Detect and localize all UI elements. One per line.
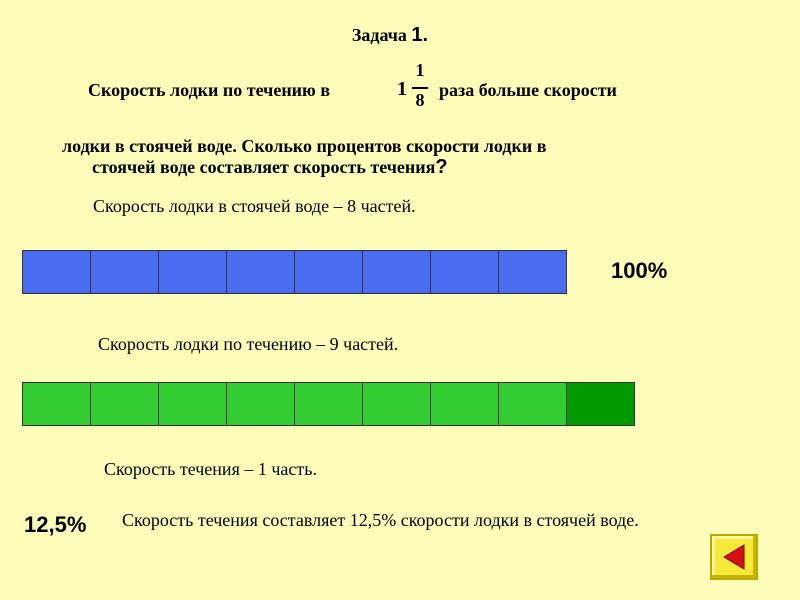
mixed-number-denominator: 8 (415, 90, 425, 110)
bar-part (158, 382, 227, 426)
problem-line1-end: раза больше скорости (439, 80, 617, 100)
bar-part (226, 250, 295, 294)
mixed-number-numerator: 1 (415, 60, 425, 80)
task-title (0, 24, 780, 47)
conclusion-text: Скорость течения составляет 12,5% скорости лодки в стоячей воде. (122, 510, 639, 530)
mixed-number-whole: 1 (397, 78, 407, 100)
current-percent: 12,5% (24, 512, 87, 537)
downstream-caption: Скорость лодки по течению – 9 частей. (98, 334, 399, 354)
bar-part (22, 250, 91, 294)
bar-part (430, 250, 499, 294)
bar-part (158, 250, 227, 294)
arrow-left-icon (719, 542, 749, 572)
bar-part (498, 382, 567, 426)
bar-part (362, 382, 431, 426)
current-caption: Скорость течения – 1 часть. (104, 459, 317, 479)
task-title-word: Задача (351, 25, 407, 45)
fraction-bar (412, 87, 428, 89)
bar-part (294, 250, 363, 294)
downstream-bar (22, 382, 634, 426)
bar-part (430, 382, 499, 426)
bar-part (90, 382, 159, 426)
problem-line3 (92, 156, 448, 179)
problem-line3-text: стоячей воде составляет скорость течения (92, 157, 436, 177)
bar-part (294, 382, 363, 426)
bar-part (362, 250, 431, 294)
still-water-caption: Скорость лодки в стоячей воде – 8 частей. (93, 196, 416, 216)
task-title-number: 1. (411, 24, 429, 46)
bar-part (22, 382, 91, 426)
problem-line1-start: Скорость лодки по течению в (88, 80, 331, 100)
back-button[interactable] (710, 534, 758, 580)
bar-part (90, 250, 159, 294)
still-water-percent: 100% (611, 258, 668, 283)
still-water-bar (22, 250, 566, 294)
bar-part (498, 250, 567, 294)
bar-part (226, 382, 295, 426)
bar-part (566, 382, 635, 426)
question-mark: ? (435, 156, 448, 178)
problem-line2: лодки в стоячей воде. Сколько процентов скорости лодки в (62, 136, 547, 156)
